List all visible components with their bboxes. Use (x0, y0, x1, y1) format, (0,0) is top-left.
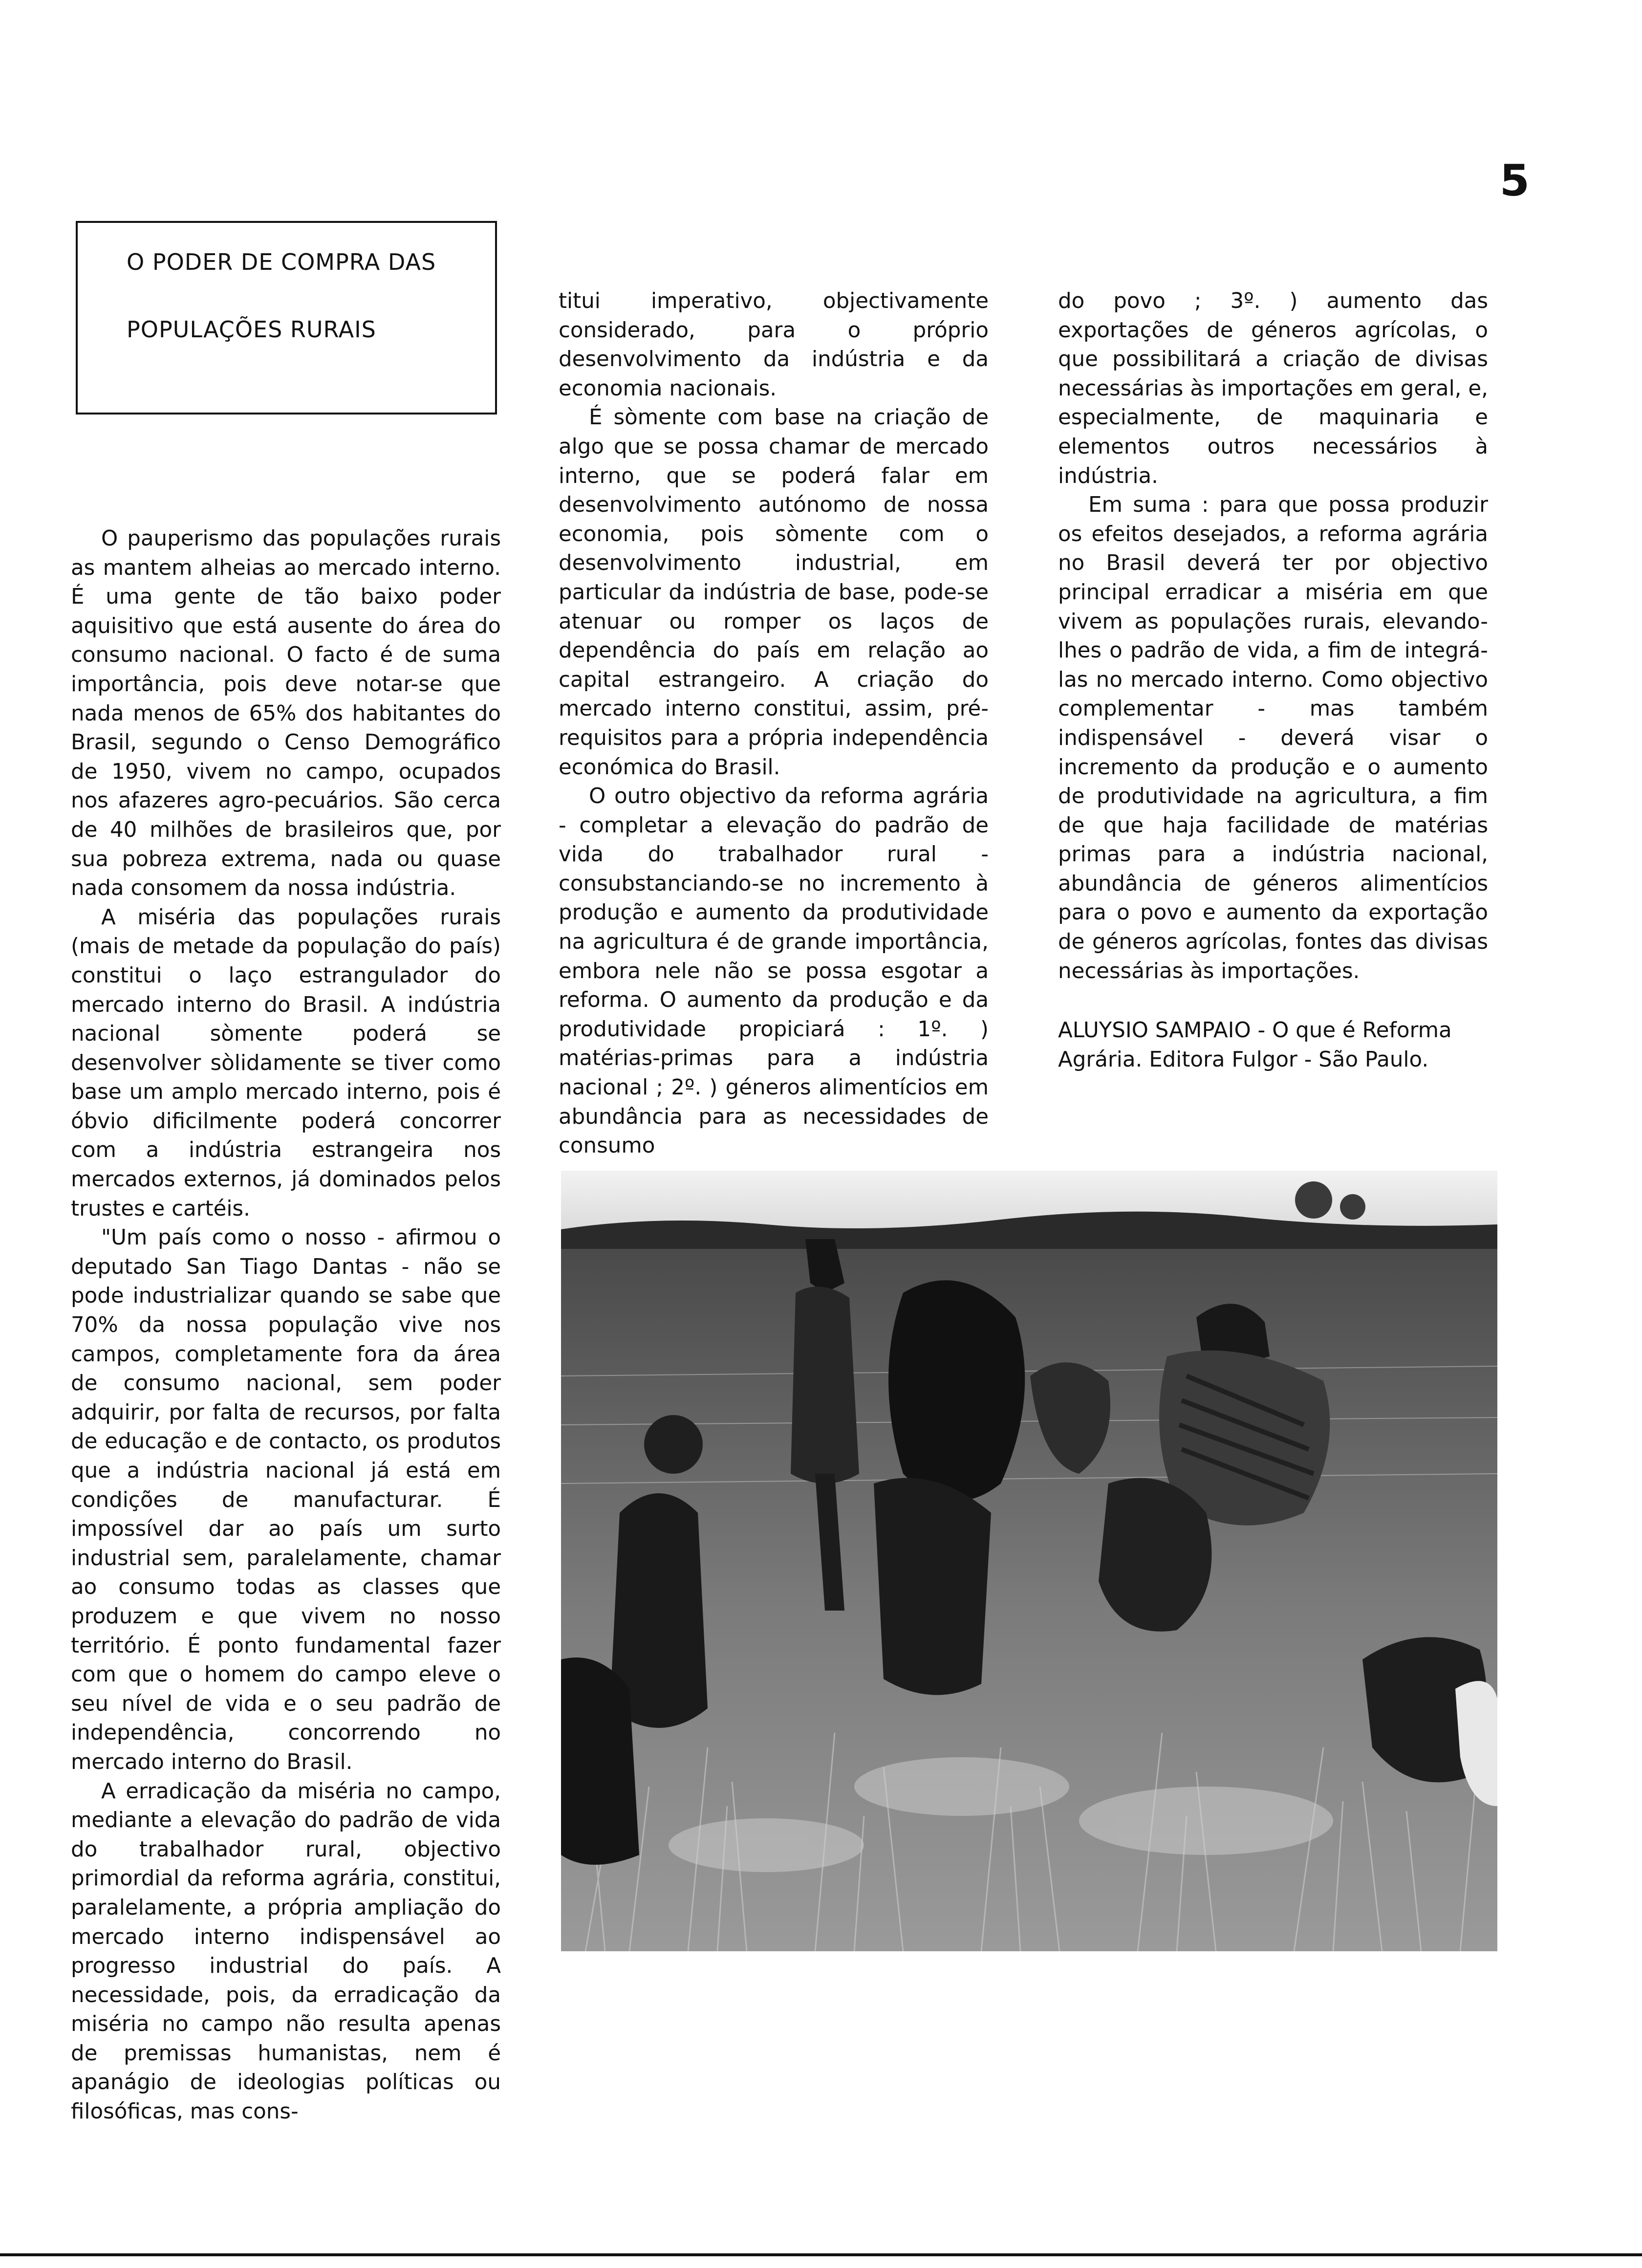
attribution: ALUYSIO SAMPAIO - O que é Reforma Agrária. Editora Fulgor - São Paulo. (1058, 1018, 1452, 1072)
article-column-3 (1058, 287, 1488, 1074)
paragraph: É sòmente com base na criação de algo que se possa chamar de mercado interno, que se poderá falar em desenvolvimento autónomo de nossa economia, pois sòmente com o desenvolvimento industrial, em particular da indústria de base, pode-se atenuar ou romper os laços de dependência do país em relação ao capital estrangeiro. A criação do mercado interno constitui, assim, pré-requisitos para a própria independência económica do Brasil. (559, 405, 989, 780)
title-line-2: POPULAÇÕES RURAIS (127, 316, 376, 343)
paragraph: O pauperismo das populações rurais as mantem alheias ao mercado interno. É uma gente de tão baixo poder aquisitivo que está ausente do área do consumo nacional. O facto é de suma importância, pois deve notar-se que nada menos de 65% dos habitantes do Brasil, segundo o Censo Demográfico de 1950, vivem no campo, ocupados nos afazeres agro-pecuários. São cerca de 40 milhões de brasileiros que, por sua pobreza extrema, nada ou quase nada consomem da nossa indústria. (71, 526, 501, 901)
rural-workers-photo (561, 1171, 1497, 1951)
paragraph: Em suma : para que possa produzir os efeitos desejados, a reforma agrária no Brasil deverá ter por objectivo principal erradicar a miséria em que vivem as populações rurais, elevando-lhes o padrão de vida, a fim de integrá-las no mercado interno. Como objectivo complementar - mas também indispensável - deverá visar o incremento da produção e o aumento de produtividade na agricultura, a fim de que haja facilidade de matérias primas para a indústria nacional, abundância de géneros alimentícios para o povo e aumento da exportação de géneros agrícolas, fontes das divisas necessárias às importações. (1058, 493, 1488, 983)
paragraph-continuation: do povo ; 3º. ) aumento das exportações de géneros agrícolas, o que possibilitará a criação de divisas necessárias às importações em geral, e, especialmente, de maquinaria e elementos outros necessários à indústria. (1058, 289, 1488, 488)
page-number: 5 (1499, 155, 1530, 206)
title-line-1: O PODER DE COMPRA DAS (127, 249, 436, 275)
article-column-2 (559, 287, 989, 1161)
article-column-1 (71, 524, 501, 2127)
title-box (76, 221, 497, 414)
paragraph-continuation: titui imperativo, objectivamente considerado, para o próprio desenvolvimento da indústria e da economia nacionais. (559, 289, 989, 401)
paragraph: A erradicação da miséria no campo, mediante a elevação do padrão de vida do trabalhador rural, objectivo primordial da reforma agrária, constitui, paralelamente, a própria ampliação do mercado interno indispensável ao progresso industrial do país. A necessidade, pois, da erradicação da miséria no campo não resulta apenas de premissas humanistas, nem é apanágio de ideologias políticas ou filosóficas, mas cons- (71, 1779, 501, 2124)
paragraph: "Um país como o nosso - afirmou o deputado San Tiago Dantas - não se pode industrializar quando se sabe que 70% da nossa população vive nos campos, completamente fora da área de consumo nacional, sem poder adquirir, por falta de recursos, por falta de educação e de contacto, os produtos que a indústria nacional já está em condições de manufacturar. É impossível dar ao país um surto industrial sem, paralelamente, chamar ao consumo todas as classes que produzem e que vivem no nosso território. É ponto fundamental fazer com que o homem do campo eleve o seu nível de vida e o seu padrão de independência, concorrendo no mercado interno do Brasil. (71, 1225, 501, 1774)
paragraph: O outro objectivo da reforma agrária - completar a elevação do padrão de vida do trabalhador rural - consubstanciando-se no incremento à produção e aumento da produtividade na agricultura é de grande importância, embora nele não se possa esgotar a reforma. O aumento da produção e da produtividade propiciará : 1º. ) matérias-primas para a indústria nacional ; 2º. ) géneros alimentícios em abundância para as necessidades de consumo (559, 784, 989, 1158)
bottom-rule (0, 2253, 1642, 2256)
paragraph: A miséria das populações rurais (mais de metade da população do país) constitui o laço estrangulador do mercado interno do Brasil. A indústria nacional sòmente poderá se desenvolver sòlidamente se tiver como base um amplo mercado interno, pois é óbvio dificilmente poderá concorrer com a indústria estrangeira nos mercados externos, já dominados pelos trustes e cartéis. (71, 905, 501, 1221)
